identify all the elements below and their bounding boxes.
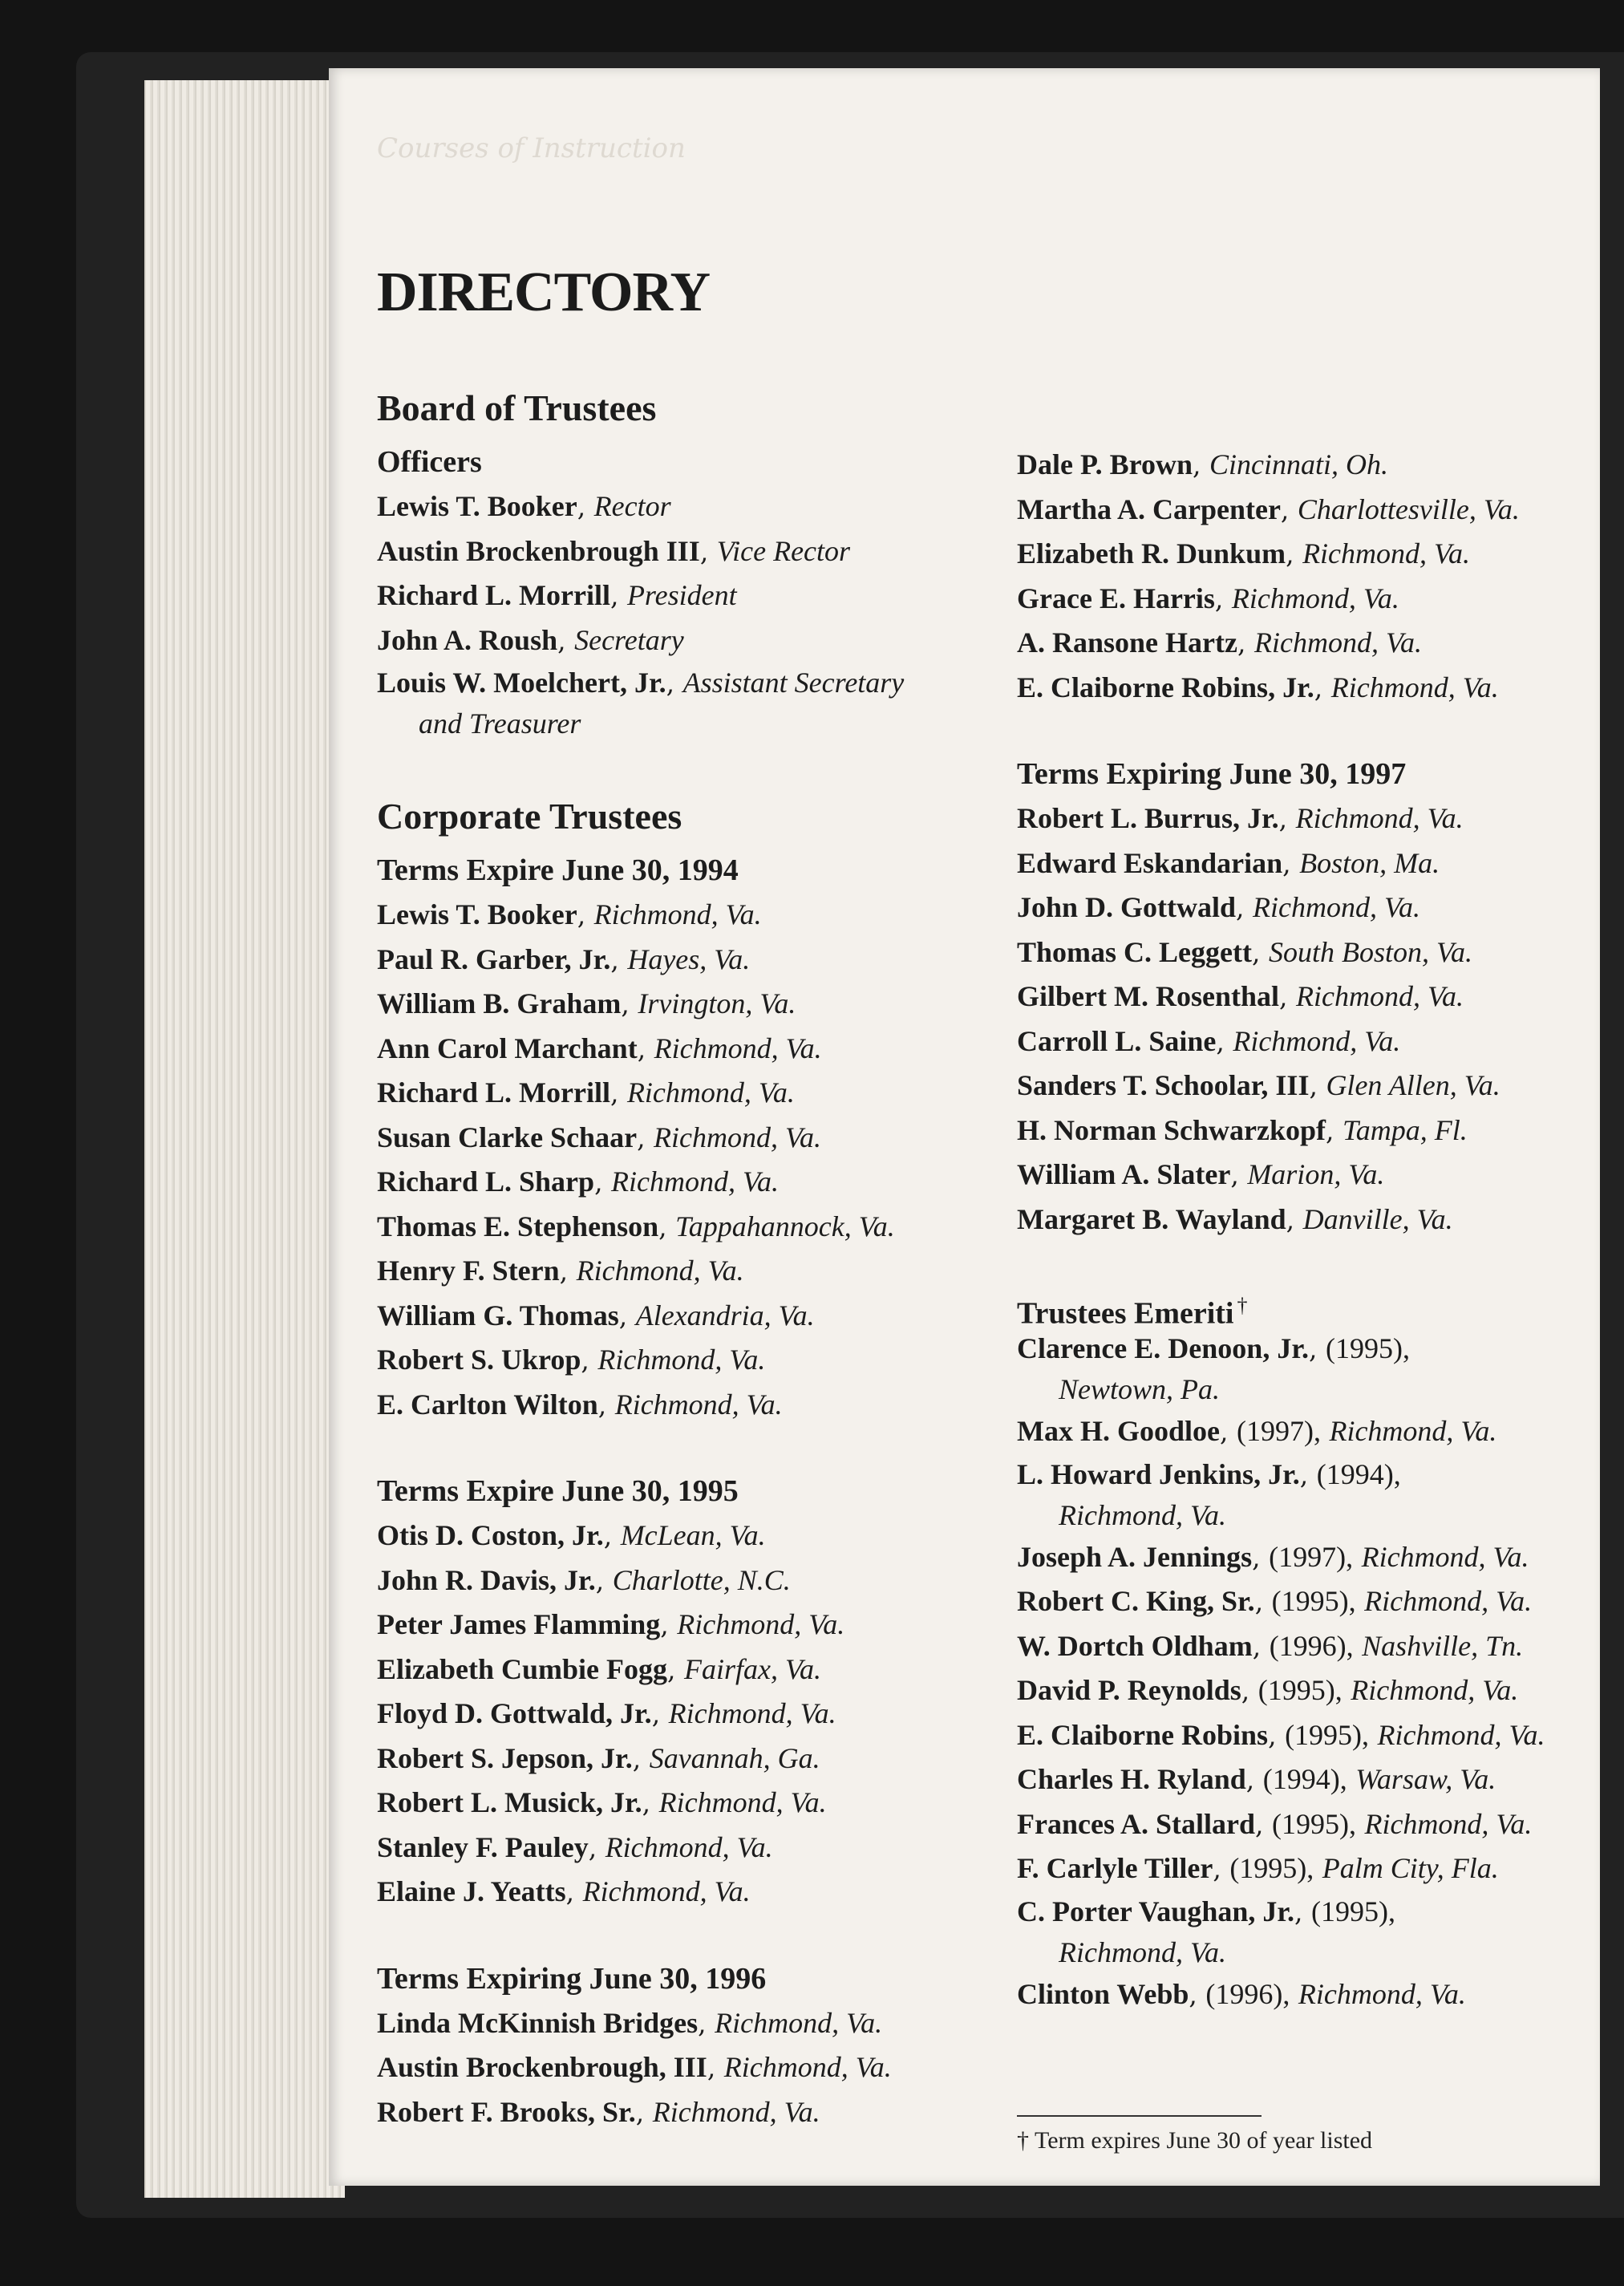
trustee-name: A. Ransone Hartz: [1017, 626, 1237, 659]
trustee-location: Richmond, Va.: [1233, 1024, 1401, 1057]
trustee-name: Ann Carol Marchant: [377, 1032, 638, 1064]
term-year: (1995),: [1325, 1332, 1410, 1364]
trustee-entry: Stanley F. Pauley, Richmond, Va.: [377, 1830, 773, 1863]
trustee-location: Glen Allen, Va.: [1326, 1069, 1500, 1101]
trustee-location: Richmond, Va.: [593, 898, 762, 930]
trustee-entry: Edward Eskandarian, Boston, Ma.: [1017, 846, 1440, 879]
trustee-location: Marion, Va.: [1247, 1158, 1385, 1190]
trustee-entry: Thomas C. Leggett, South Boston, Va.: [1017, 935, 1472, 968]
trustee-location: Richmond, Va.: [1377, 1718, 1545, 1751]
trustee-entry: Henry F. Stern, Richmond, Va.: [377, 1254, 744, 1287]
trustee-name: Henry F. Stern: [377, 1254, 560, 1287]
trustee-entry: Floyd D. Gottwald, Jr., Richmond, Va.: [377, 1697, 836, 1729]
trustee-name: David P. Reynolds: [1017, 1674, 1241, 1706]
trustee-location: Charlotte, N.C.: [612, 1563, 791, 1596]
trustee-location: Richmond, Va.: [1361, 1540, 1529, 1573]
trustee-entry: William A. Slater, Marion, Va.: [1017, 1158, 1385, 1190]
trustee-entry: Clarence E. Denoon, Jr., (1995), Newtown, Pa.: [1017, 1328, 1624, 1409]
trustee-entry: Carroll L. Saine, Richmond, Va.: [1017, 1024, 1401, 1057]
trustee-name: Lewis T. Booker: [377, 490, 577, 522]
trustee-location: Danville, Va.: [1302, 1202, 1453, 1235]
terms-1997-list: [1017, 796, 1624, 1242]
trustee-name: Dale P. Brown: [1017, 448, 1193, 480]
trustee-entry: Robert S. Ukrop, Richmond, Va.: [377, 1344, 766, 1376]
trustee-entry: Charles H. Ryland, (1994), Warsaw, Va.: [1017, 1763, 1496, 1795]
trustee-entry: E. Carlton Wilton, Richmond, Va.: [377, 1388, 783, 1421]
trustee-entry: Elizabeth Cumbie Fogg, Fairfax, Va.: [377, 1652, 821, 1685]
trustee-name: Elizabeth Cumbie Fogg: [377, 1652, 668, 1685]
trustee-entry: W. Dortch Oldham, (1996), Nashville, Tn.: [1017, 1629, 1524, 1662]
trustee-name: Joseph A. Jennings: [1017, 1540, 1253, 1573]
trustee-location: Charlottesville, Va.: [1297, 492, 1520, 525]
trustee-entry: Frances A. Stallard, (1995), Richmond, Va.: [1017, 1807, 1533, 1840]
trustee-entry: Robert C. King, Sr., (1995), Richmond, Va.: [1017, 1585, 1533, 1617]
trustee-name: E. Claiborne Robins: [1017, 1718, 1269, 1751]
trustee-name: Robert L. Musick, Jr.: [377, 1786, 642, 1818]
terms-1996-heading: Terms Expiring June 30, 1996: [377, 1961, 767, 1996]
trustee-entry: Louis W. Moelchert, Jr., Assistant Secretary and Treasurer: [377, 663, 986, 744]
term-year: (1995),: [1271, 1807, 1356, 1840]
trustee-location: Richmond, Va.: [1351, 1674, 1519, 1706]
trustee-entry: Margaret B. Wayland, Danville, Va.: [1017, 1202, 1453, 1235]
trustee-entry: John A. Roush, Secretary: [377, 623, 684, 656]
trustee-entry: Robert L. Musick, Jr., Richmond, Va.: [377, 1786, 827, 1818]
trustee-name: Martha A. Carpenter: [1017, 492, 1281, 525]
trustee-name: Elizabeth R. Dunkum: [1017, 537, 1286, 569]
trustee-entry: L. Howard Jenkins, Jr., (1994), Richmond, Va.: [1017, 1454, 1624, 1535]
trustee-location: Newtown, Pa.: [1059, 1373, 1221, 1405]
trustee-location: Richmond, Va.: [654, 1032, 822, 1064]
trustee-location: Richmond, Va.: [1329, 1415, 1497, 1447]
trustee-entry: Max H. Goodloe, (1997), Richmond, Va.: [1017, 1415, 1497, 1447]
trustee-entry: Richard L. Morrill, Richmond, Va.: [377, 1076, 795, 1109]
trustee-entry: John D. Gottwald, Richmond, Va.: [1017, 891, 1420, 923]
trustee-entry: Robert S. Jepson, Jr., Savannah, Ga.: [377, 1741, 820, 1774]
trustee-name: William B. Graham: [377, 987, 622, 1019]
term-year: (1995),: [1311, 1895, 1396, 1927]
trustee-name: Carroll L. Saine: [1017, 1024, 1217, 1057]
trustee-location: Richmond, Va.: [715, 2006, 883, 2039]
term-year: (1995),: [1271, 1585, 1356, 1617]
trustee-name: Max H. Goodloe: [1017, 1415, 1220, 1447]
term-year: (1996),: [1269, 1629, 1354, 1662]
trustee-name: C. Porter Vaughan, Jr.: [1017, 1895, 1295, 1927]
trustee-entry: E. Claiborne Robins, Jr., Richmond, Va.: [1017, 671, 1499, 703]
trustee-entry: F. Carlyle Tiller, (1995), Palm City, Fla.: [1017, 1852, 1499, 1884]
trustee-entry: Ann Carol Marchant, Richmond, Va.: [377, 1032, 822, 1064]
trustee-entry: William B. Graham, Irvington, Va.: [377, 987, 796, 1019]
trustee-entry: John R. Davis, Jr., Charlotte, N.C.: [377, 1563, 791, 1596]
trustee-location: Cincinnati, Oh.: [1209, 448, 1389, 480]
trustee-location: Richmond, Va.: [614, 1388, 783, 1421]
footnote-rule: [1017, 2115, 1262, 2117]
trustee-name: Thomas C. Leggett: [1017, 935, 1252, 968]
trustee-location: Richmond, Va.: [605, 1830, 773, 1863]
trustee-entry: Elaine J. Yeatts, Richmond, Va.: [377, 1875, 751, 1907]
term-year: (1995),: [1257, 1674, 1343, 1706]
trustee-name: Gilbert M. Rosenthal: [1017, 980, 1279, 1012]
trustee-location: Richmond, Va.: [677, 1608, 845, 1640]
trustee-location: Hayes, Va.: [627, 942, 751, 975]
trustee-name: Robert S. Ukrop: [377, 1344, 581, 1376]
trustee-name: Louis W. Moelchert, Jr.: [377, 667, 666, 699]
trustee-location: Richmond, Va.: [1231, 582, 1399, 614]
trustee-location: Richmond, Va.: [1253, 891, 1420, 923]
trustee-location: Savannah, Ga.: [649, 1741, 820, 1774]
trustee-entry: Dale P. Brown, Cincinnati, Oh.: [1017, 448, 1389, 480]
trustee-location: Richmond, Va.: [1364, 1585, 1533, 1617]
trustee-name: John D. Gottwald: [1017, 891, 1237, 923]
trustee-name: Peter James Flamming: [377, 1608, 661, 1640]
trustee-name: Austin Brockenbrough III: [377, 534, 700, 567]
trustee-name: Sanders T. Schoolar, III: [1017, 1069, 1310, 1101]
trustee-name: Robert F. Brooks, Sr.: [377, 2095, 636, 2128]
trustee-name: Grace E. Harris: [1017, 582, 1215, 614]
trustee-location: Richmond, Va.: [582, 1875, 751, 1907]
trustee-name: Susan Clarke Schaar: [377, 1121, 638, 1153]
trustee-location: Richmond, Va.: [611, 1165, 780, 1198]
trustee-entry: Linda McKinnish Bridges, Richmond, Va.: [377, 2006, 883, 2039]
trustee-name: W. Dortch Oldham: [1017, 1629, 1253, 1662]
trustee-location: Richmond, Va.: [576, 1254, 744, 1287]
trustee-entry: A. Ransone Hartz, Richmond, Va.: [1017, 626, 1422, 659]
trustee-name: L. Howard Jenkins, Jr.: [1017, 1457, 1300, 1490]
page-title: DIRECTORY: [377, 261, 711, 323]
trustee-entry: Paul R. Garber, Jr., Hayes, Va.: [377, 942, 751, 975]
officers-heading: Officers: [377, 445, 482, 479]
officer-role: President: [626, 579, 737, 611]
trustee-entry: Thomas E. Stephenson, Tappahannock, Va.: [377, 1210, 895, 1242]
trustee-location: Richmond, Va.: [597, 1344, 766, 1376]
trustee-name: H. Norman Schwarzkopf: [1017, 1113, 1326, 1146]
trustee-entry: Richard L. Sharp, Richmond, Va.: [377, 1165, 780, 1198]
trustee-name: Richard L. Sharp: [377, 1165, 595, 1198]
trustee-entry: Elizabeth R. Dunkum, Richmond, Va.: [1017, 537, 1471, 569]
trustee-location: Nashville, Tn.: [1362, 1629, 1524, 1662]
trustee-entry: Richard L. Morrill, President: [377, 579, 737, 611]
trustee-name: Stanley F. Pauley: [377, 1830, 589, 1863]
terms-1995-heading: Terms Expire June 30, 1995: [377, 1474, 739, 1508]
corporate-trustees-heading: Corporate Trustees: [377, 796, 682, 837]
trustee-name: Robert S. Jepson, Jr.: [377, 1741, 633, 1774]
trustee-name: Lewis T. Booker: [377, 898, 577, 930]
trustee-name: Margaret B. Wayland: [1017, 1202, 1286, 1235]
term-year: (1995),: [1285, 1718, 1370, 1751]
trustee-entry: Grace E. Harris, Richmond, Va.: [1017, 582, 1399, 614]
trustee-name: John R. Davis, Jr.: [377, 1563, 596, 1596]
trustee-location: Richmond, Va.: [654, 1121, 822, 1153]
footnote: † Term expires June 30 of year listed: [1017, 2127, 1373, 2154]
trustee-name: Robert L. Burrus, Jr.: [1017, 802, 1279, 834]
trustee-entry: Lewis T. Booker, Rector: [377, 490, 671, 522]
trustee-entry: Peter James Flamming, Richmond, Va.: [377, 1608, 845, 1640]
trustee-name: Otis D. Coston, Jr.: [377, 1519, 604, 1551]
trustee-entry: Clinton Webb, (1996), Richmond, Va.: [1017, 1977, 1466, 2010]
trustee-name: Austin Brockenbrough, III: [377, 2051, 707, 2083]
term-year: (1996),: [1205, 1977, 1290, 2010]
terms-1994-list: [377, 893, 986, 1427]
trustee-entry: Robert L. Burrus, Jr., Richmond, Va.: [1017, 802, 1464, 834]
trustees-emeriti-heading: Trustees Emeriti †: [1017, 1294, 1248, 1331]
trustee-location: Richmond, Va.: [1295, 802, 1464, 834]
trustee-entry: Robert F. Brooks, Sr., Richmond, Va.: [377, 2095, 820, 2128]
trustee-entry: Austin Brockenbrough, III, Richmond, Va.: [377, 2051, 892, 2083]
trustee-entry: Lewis T. Booker, Richmond, Va.: [377, 898, 762, 930]
officers-list: [377, 484, 986, 744]
trustee-location: Richmond, Va.: [1298, 1977, 1466, 2010]
trustee-name: Elaine J. Yeatts: [377, 1875, 566, 1907]
term-year: (1997),: [1269, 1540, 1354, 1573]
trustee-location: Richmond, Va.: [1059, 1498, 1226, 1531]
bleed-through-header: Courses of Instruction: [377, 132, 686, 164]
trustee-name: Floyd D. Gottwald, Jr.: [377, 1697, 652, 1729]
trustee-location: Richmond, Va.: [626, 1076, 795, 1109]
trustee-entry: Sanders T. Schoolar, III, Glen Allen, Va.: [1017, 1069, 1500, 1101]
officer-role: Assistant Secretary: [682, 667, 905, 699]
trustee-location: South Boston, Va.: [1268, 935, 1472, 968]
trustee-location: Irvington, Va.: [638, 987, 796, 1019]
trustee-location: Palm City, Fla.: [1322, 1852, 1499, 1884]
trustee-location: Richmond, Va.: [723, 2051, 892, 2083]
trustee-location: Richmond, Va.: [668, 1697, 836, 1729]
trustee-location: Richmond, Va.: [1330, 671, 1499, 703]
trustee-entry: Joseph A. Jennings, (1997), Richmond, Va.: [1017, 1540, 1529, 1573]
trustee-name: Frances A. Stallard: [1017, 1807, 1255, 1840]
left-column: [377, 377, 986, 2134]
officer-role-continued: and Treasurer: [419, 707, 581, 740]
page-edges: [144, 80, 345, 2198]
trustee-location: Richmond, Va.: [1364, 1807, 1533, 1840]
term-year: (1995),: [1229, 1852, 1314, 1884]
trustee-name: William A. Slater: [1017, 1158, 1231, 1190]
trustee-location: Richmond, Va.: [652, 2095, 820, 2128]
trustee-location: Richmond, Va.: [1302, 537, 1471, 569]
term-year: (1997),: [1236, 1415, 1321, 1447]
terms-1995-list: [377, 1514, 986, 1915]
trustee-name: Clinton Webb: [1017, 1977, 1189, 2010]
trustee-entry: Martha A. Carpenter, Charlottesville, Va.: [1017, 492, 1520, 525]
trustee-name: E. Claiborne Robins, Jr.: [1017, 671, 1314, 703]
trustee-entry: E. Claiborne Robins, (1995), Richmond, Va.: [1017, 1718, 1545, 1751]
trustee-name: Richard L. Morrill: [377, 579, 610, 611]
trustee-location: Richmond, Va.: [1253, 626, 1422, 659]
terms-1997-heading: Terms Expiring June 30, 1997: [1017, 757, 1407, 791]
trustee-name: William G. Thomas: [377, 1299, 619, 1331]
trustee-entry: H. Norman Schwarzkopf, Tampa, Fl.: [1017, 1113, 1468, 1146]
trustee-location: Tampa, Fl.: [1342, 1113, 1468, 1146]
terms-1994-heading: Terms Expire June 30, 1994: [377, 853, 739, 887]
officer-role: Rector: [593, 490, 671, 522]
terms-1996-list-left: [377, 2001, 986, 2135]
trustee-location: Richmond, Va.: [658, 1786, 827, 1818]
trustee-entry: Otis D. Coston, Jr., McLean, Va.: [377, 1519, 766, 1551]
trustee-entry: C. Porter Vaughan, Jr., (1995), Richmond, Va.: [1017, 1891, 1624, 1972]
trustee-name: Edward Eskandarian: [1017, 846, 1283, 879]
officer-role: Secretary: [574, 623, 684, 656]
trustee-location: Tappahannock, Va.: [675, 1210, 895, 1242]
trustee-entry: David P. Reynolds, (1995), Richmond, Va.: [1017, 1674, 1519, 1706]
trustee-location: McLean, Va.: [620, 1519, 766, 1551]
officer-role: Vice Rector: [716, 534, 851, 567]
trustee-entry: Austin Brockenbrough III, Vice Rector: [377, 534, 851, 567]
trustee-name: F. Carlyle Tiller: [1017, 1852, 1213, 1884]
trustee-location: Boston, Ma.: [1299, 846, 1440, 879]
trustee-entry: Susan Clarke Schaar, Richmond, Va.: [377, 1121, 822, 1153]
trustee-entry: Gilbert M. Rosenthal, Richmond, Va.: [1017, 980, 1464, 1012]
trustee-name: Thomas E. Stephenson: [377, 1210, 659, 1242]
trustee-location: Richmond, Va.: [1295, 980, 1464, 1012]
trustee-location: Warsaw, Va.: [1355, 1763, 1496, 1795]
trustee-name: E. Carlton Wilton: [377, 1388, 598, 1421]
trustee-name: Linda McKinnish Bridges: [377, 2006, 699, 2039]
trustees-emeriti-list: [1017, 1328, 1624, 2016]
trustee-name: Robert C. King, Sr.: [1017, 1585, 1255, 1617]
dagger-mark: †: [1237, 1294, 1248, 1317]
trustee-name: Paul R. Garber, Jr.: [377, 942, 611, 975]
board-of-trustees-heading: Board of Trustees: [377, 387, 657, 428]
trustee-name: John A. Roush: [377, 623, 558, 656]
trustee-location: Alexandria, Va.: [635, 1299, 815, 1331]
right-column: [1017, 443, 1624, 2016]
trustee-name: Richard L. Morrill: [377, 1076, 610, 1109]
trustee-location: Fairfax, Va.: [684, 1652, 821, 1685]
term-year: (1994),: [1262, 1763, 1347, 1795]
trustee-entry: William G. Thomas, Alexandria, Va.: [377, 1299, 815, 1331]
trustee-name: Charles H. Ryland: [1017, 1763, 1246, 1795]
terms-1996-list-right: [1017, 443, 1624, 710]
trustee-location: Richmond, Va.: [1059, 1935, 1226, 1968]
trustee-name: Clarence E. Denoon, Jr.: [1017, 1332, 1309, 1364]
term-year: (1994),: [1316, 1457, 1401, 1490]
